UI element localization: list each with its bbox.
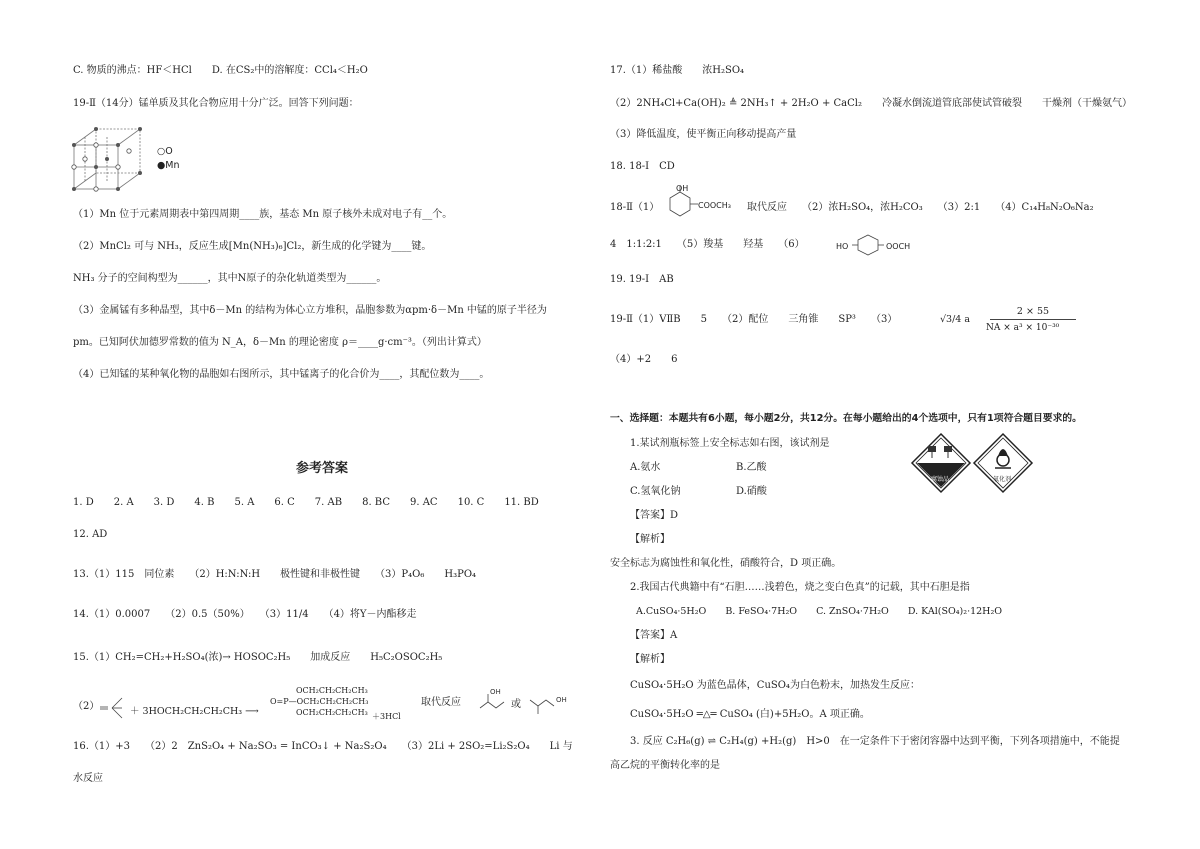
corrosive-label: 腐蚀品 xyxy=(931,476,950,483)
answer-16-line1: 16.（1）+3 （2）2 ZnS₂O₄ + Na₂SO₃ = InCO₃↓ + Na₂S₂O₄ （3）2Li + 2SO₂=Li₂S₂O₄ Li 与 xyxy=(73,741,573,752)
q2-options: A.CuSO₄·5H₂O B. FeSO₄·7H₂O C. ZnSO₄·7H₂O D. KAl(SO₄)₂·12H₂O xyxy=(636,606,1003,617)
para-benzene-structure xyxy=(852,232,884,258)
alcohol-structure-1 xyxy=(478,686,506,714)
answer-18-part2-label: 18-Ⅱ（1） xyxy=(610,202,660,213)
answer-15-hcl: ＋3HCl xyxy=(372,712,401,721)
q19-title: 19-Ⅱ（14分）锰单质及其化合物应用十分广泛。回答下列问题： xyxy=(73,98,359,109)
answer-15-chain1: OCH₂CH₂CH₂CH₃ xyxy=(296,686,368,695)
q3-stem-line2: 高乙烷的平衡转化率的是 xyxy=(610,760,720,771)
section-title: 一、选择题：本题共有6小题，每小题2分，共12分。在每小题给出的4个选项中，只有1项符合题目要求的。 xyxy=(610,413,1082,424)
answer-17-part3: （3）降低温度，使平衡正向移动提高产量 xyxy=(610,129,797,140)
hazard-signs xyxy=(910,432,1034,496)
answer-19-sqrt: √3/4 a xyxy=(940,314,971,325)
q1-option-b: B.乙酸 xyxy=(736,462,767,473)
q1-option-c: C.氢氧化钠 xyxy=(630,486,681,497)
answer-16-line2: 水反应 xyxy=(73,773,103,784)
q1-explain-label: 【解析】 xyxy=(630,534,670,545)
answer-19-part1: 19. 19-Ⅰ AB xyxy=(610,274,674,285)
alcohol-structure-2 xyxy=(528,690,572,718)
q1-option-d: D.硝酸 xyxy=(736,486,767,497)
q19-part4: （4）已知锰的某种氧化物的晶胞如右图所示，其中锰离子的化合价为____，其配位数为____。 xyxy=(73,369,490,380)
answer-13: 13.（1）115 同位素 （2）H:N:N:H 极性键和非极性键 （3）P₄O₆ H₃PO₄ xyxy=(73,569,477,580)
answer-18-ho: HO xyxy=(836,242,849,251)
q19-part2b: NH₃ 分子的空间构型为______，其中N原子的杂化轨道类型为______。 xyxy=(73,273,387,284)
answer-18-ooch: OOCH xyxy=(886,242,911,251)
q1-stem: 1.某试剂瓶标签上安全标志如右图，该试剂是 xyxy=(630,438,830,449)
answer-19-frac-bar xyxy=(990,319,1076,320)
answer-17-part2: （2）2NH₄Cl+Ca(OH)₂ ≜ 2NH₃↑ + 2H₂O + CaCl₂ 冷凝水倒流道管底部使试管破裂 干燥剂（干燥氨气） xyxy=(610,98,1132,109)
answer-19-frac-num: 2 × 55 xyxy=(1016,306,1050,317)
q2-explain-label: 【解析】 xyxy=(630,654,670,665)
q19-part1: （1）Mn 位于元素周期表中第四周期____族，基态 Mn 原子核外未成对电子有__个。 xyxy=(73,209,453,220)
q3-stem-line1: 3. 反应 C₂H₆(g) ⇌ C₂H₄(g) +H₂(g) H>0 在一定条件下于密闭容器中达到平衡，下列各项措施中，不能提 xyxy=(630,736,1120,747)
pocl3-structure xyxy=(96,694,126,720)
q18-options-c-d: C. 物质的沸点：HF＜HCl D. 在CS₂中的溶解度：CCl₄＜H₂O xyxy=(73,65,368,76)
answer-15-or: 或 xyxy=(511,699,521,710)
q19-part2a: （2）MnCl₂ 可与 NH₃，反应生成[Mn(NH₃)₆]Cl₂，新生成的化学键为____键。 xyxy=(73,241,432,252)
q19-part3a: （3）金属锰有多种晶型，其中δ－Mn 的结构为体心立方堆积，晶胞参数为αpm·δ－Mn 中锰的原子半径为 xyxy=(73,305,547,316)
answer-15-part1: 15.（1）CH₂=CH₂+H₂SO₄(浓)→ HOSOC₂H₅ 加成反应 H₅C₂OSOC₂H₅ xyxy=(73,652,443,663)
answer-15-chain2: O=P—OCH₂CH₂CH₂CH₃ xyxy=(270,697,369,706)
q2-explain-text1: CuSO₄·5H₂O 为蓝色晶体，CuSO₄为白色粉末，加热发生反应： xyxy=(630,680,920,691)
legend-o: ○O xyxy=(157,146,173,157)
q1-explain-text: 安全标志为腐蚀性和氧化性，硝酸符合，D 项正确。 xyxy=(610,558,842,569)
q1-answer: 【答案】D xyxy=(630,510,679,521)
right-column xyxy=(600,0,1200,849)
oxidizer-label: 氧化剂 xyxy=(993,476,1012,483)
answer-15-chain3: OCH₂CH₂CH₂CH₃ xyxy=(296,708,368,717)
q1-option-a: A.氨水 xyxy=(630,462,661,473)
answer-15-part2-reagent: ＋ 3HOCH₂CH₂CH₂CH₃ ⟶ xyxy=(130,706,259,717)
answer-18-oh: OH xyxy=(676,184,689,193)
answers-title: 参考答案 xyxy=(296,461,349,476)
answers-mc-line2: 12. AD xyxy=(73,529,108,540)
svg-text:OH: OH xyxy=(490,688,501,696)
answer-18-part2-rest: 取代反应 （2）浓H₂SO₄，浓H₂CO₃ （3）2:1 （4）C₁₄H₈N₂O₆Na₂ xyxy=(747,202,1094,213)
answer-19-part2: 19-Ⅱ（1）VⅡB 5 （2）配位 三角锥 SP³ （3） xyxy=(610,314,898,325)
crystal-lattice-figure xyxy=(70,125,150,191)
legend-mn: ●Mn xyxy=(157,160,180,171)
answer-15-reaction-type: 取代反应 xyxy=(421,697,461,708)
answer-19-part3: （4）+2 6 xyxy=(610,354,678,365)
q2-stem: 2.我国古代典籍中有“石胆……浅碧色，烧之变白色真”的记载，其中石胆是指 xyxy=(630,582,970,593)
answer-17-part1: 17.（1）稀盐酸 浓H₂SO₄ xyxy=(610,65,745,76)
answer-18-part3: 4 1:1:2:1 （5）羧基 羟基 （6） xyxy=(610,239,805,250)
answer-18-part1: 18. 18-Ⅰ CD xyxy=(610,161,675,172)
q2-answer: 【答案】A xyxy=(630,630,678,641)
q2-explain-text2: CuSO₄·5H₂O ═△═ CuSO₄ (白)+5H₂O。A 项正确。 xyxy=(630,709,870,720)
answers-mc-line1: 1. D 2. A 3. D 4. B 5. A 6. C 7. AB 8. BC 9. AC 10. C 11. BD xyxy=(73,497,539,508)
q19-part3b: pm。已知阿伏加德罗常数的值为 N_A，δ－Mn 的理论密度 ρ＝____g·cm⁻³。（列出计算式） xyxy=(73,337,487,348)
svg-text:OH: OH xyxy=(556,696,567,704)
answer-14: 14.（1）0.0007 （2）0.5（50%） （3）11/4 （4）将Y－内酯移走 xyxy=(73,609,417,620)
answer-19-frac-den: NA × a³ × 10⁻³⁰ xyxy=(986,323,1060,333)
answer-18-ester: COOCH₃ xyxy=(698,201,731,210)
answer-15-part2-label: （2） xyxy=(73,701,100,712)
